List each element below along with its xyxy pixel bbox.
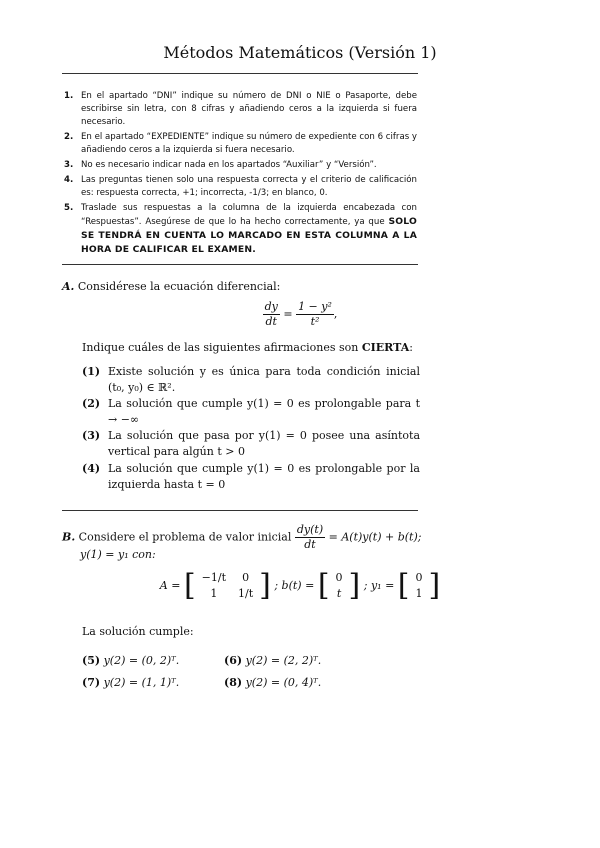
question-a-prompt: Indique cuáles de las siguientes afirmaciones son CIERTA: (82, 341, 413, 354)
option-text: y(2) = (2, 2)ᵀ. (245, 654, 322, 667)
ivp-equation: = A(t)y(t) + b(t); (328, 530, 422, 544)
question-label: B (62, 530, 72, 544)
question-label: A (62, 280, 71, 293)
matrix-a-label: A = (159, 579, 181, 592)
initial-condition: y(1) = y₁ con: (80, 548, 156, 561)
option-number: (1) (82, 365, 101, 378)
instructions-list (64, 90, 418, 260)
instruction-number: 5. (64, 203, 74, 213)
option-text: y(2) = (1, 1)ᵀ. (103, 676, 180, 689)
option-7 (82, 675, 232, 691)
instruction-number: 2. (64, 132, 74, 142)
option-number: (5) (82, 654, 101, 667)
instruction-number: 4. (64, 175, 74, 185)
page-title: Métodos Matemáticos (Versión 1) (163, 43, 437, 62)
instruction-number: 1. (64, 91, 74, 101)
divider (62, 73, 418, 74)
option-number: (7) (82, 676, 101, 689)
option-number: (3) (82, 429, 101, 442)
instruction-text: En el apartado “DNI” indique su número de DNI o NIE o Pasaporte, debe escribirse sin letra, con 8 cifras y añadiendo ceros a la izquierda si fuera necesario. (81, 91, 417, 127)
option-text: Existe solución y es única para toda condición inicial (t₀, y₀) ∈ ℝ². (108, 365, 420, 394)
instruction-text: No es necesario indicar nada en los apartados “Auxiliar” y “Versión”. (81, 160, 377, 170)
instruction-text (81, 202, 417, 257)
instruction-emphasis: SOLO SE TENDRÁ EN CUENTA LO MARCADO EN ESTA COLUMNA A LA HORA DE CALIFICAR EL EXAMEN. (81, 216, 418, 255)
matrix-definitions (0, 570, 600, 602)
vector-y1: [ 0 1 ] (397, 568, 441, 603)
option-number: (4) (82, 462, 101, 475)
question-b-intro: B. Considere el problema de valor inicial $\frac{dy(t)}{dt}$ = A(t)y(t) + b(t); (62, 523, 422, 551)
option-text: La solución que cumple y(1) = 0 es prolongable para t → −∞ (108, 397, 420, 426)
divider (62, 264, 418, 265)
question-intro-text: Considérese la ecuación diferencial: (77, 280, 281, 293)
question-a-intro: A. Considérese la ecuación diferencial: (62, 280, 281, 293)
eq-lhs-fraction: $\frac{dy}{dt}$ (264, 300, 278, 328)
matrix-a: [ −1/t 0 1 1/t ] (183, 568, 271, 603)
question-intro-text: Considere el problema de valor inicial (78, 530, 292, 544)
vector-b: [ 0 t ] (317, 568, 361, 603)
vector-b-label: ; b(t) = (274, 579, 315, 592)
option-text: y(2) = (0, 2)ᵀ. (103, 654, 180, 667)
prompt-emphasis: CIERTA (361, 341, 410, 354)
option-text: La solución que pasa por y(1) = 0 posee una asíntota vertical para algún t > 0 (108, 429, 420, 458)
option-number: (6) (224, 654, 243, 667)
option-text: La solución que cumple y(1) = 0 es prolongable por la izquierda hasta t = 0 (108, 462, 420, 491)
option-8 (224, 675, 404, 691)
option-text: y(2) = (0, 4)ᵀ. (245, 676, 322, 689)
instruction-number: 3. (64, 160, 74, 170)
instruction-text-main: Traslade sus respuestas a la columna de la izquierda encabezada con “Respuestas”. Asegúrese de que lo ha hecho correctamente, ya que (81, 203, 417, 227)
instruction-text: Las preguntas tienen solo una respuesta correcta y el criterio de calificación es: respuesta correcta, +1; incorrecta, -1/3; en blanco, 0. (81, 175, 417, 198)
divider (62, 510, 418, 511)
instruction-text: En el apartado “EXPEDIENTE” indique su número de expediente con 6 cifras y añadiendo ceros a la izquierda si fuera necesario. (81, 132, 418, 155)
option-6 (224, 653, 404, 669)
option-5 (82, 653, 232, 669)
ivp-fraction: $\frac{dy(t)}{dt}$ (296, 523, 324, 551)
option-number: (2) (82, 397, 101, 410)
differential-equation: $\frac{dy}{dt}$ = $\frac{\text{1 − y²}}{\text{t²}}$ , (264, 300, 338, 328)
question-b-prompt: La solución cumple: (82, 625, 194, 638)
vector-y1-label: ; y₁ = (363, 579, 395, 592)
option-number: (8) (224, 676, 243, 689)
eq-rhs-fraction: $\frac{\text{1 − y²}}{\text{t²}}$ (298, 300, 332, 328)
